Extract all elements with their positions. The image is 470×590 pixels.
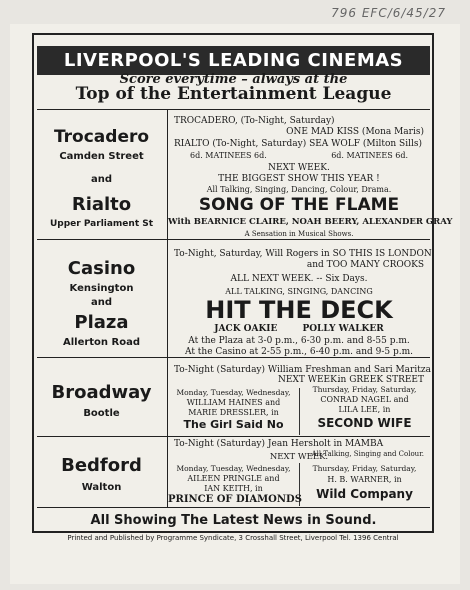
cinema-names (37, 358, 168, 436)
headline: Top of the Entertainment League (75, 84, 392, 104)
listing (168, 358, 430, 436)
listing-line: NEXT WEEK. (278, 375, 340, 385)
listing-line: Thursday, Friday, Saturday, (312, 385, 417, 394)
cinema-name: Plaza (74, 312, 129, 333)
cinema-names (37, 110, 168, 257)
film-title: The Girl Said No (183, 418, 284, 431)
listing-line: RIALTO (To-Night, Saturday) SEA WOLF (Milton Sills) (174, 139, 422, 149)
cinema-address: Allerton Road (62, 337, 141, 348)
listing-line: NEXT WEEK. (268, 163, 330, 173)
section-casino-plaza (37, 239, 430, 357)
cinema-address: Kensington (69, 283, 134, 294)
listing-line: ALL TALKING, SINGING, DANCING (225, 287, 373, 296)
cinema-names (37, 437, 168, 507)
film-title: SONG OF THE FLAME (198, 195, 400, 215)
film-title: HIT THE DECK (205, 296, 393, 324)
archive-reference: 796 EFC/6/45/27 (331, 6, 446, 20)
section-trocadero-rialto (37, 109, 453, 257)
film-title: Wild Company (316, 487, 413, 501)
listing-line: JACK OAKIE POLLY WALKER (214, 324, 384, 334)
footer-tagline: All Showing The Latest News in Sound. (90, 513, 377, 528)
cinema-names (37, 240, 168, 357)
listing-line: To-Night (Saturday) William Freshman and Sari Maritza (174, 365, 431, 375)
listing-line: To-Night, Saturday, Will Rogers in SO THIS IS LONDON (174, 249, 432, 259)
listing-line: ALL NEXT WEEK. -- Six Days. (230, 274, 368, 284)
listing-line: AILEEN PRINGLE and (187, 474, 280, 483)
listing-line: 6d. MATINEES 6d. (190, 151, 267, 160)
listing-line: At the Plaza at 3-0 p.m., 6-30 p.m. and 8-55 p.m. (188, 336, 410, 346)
listing-line: CONRAD NAGEL and (320, 395, 409, 404)
cinema-name: Bedford (61, 455, 142, 476)
listing-line: in GREEK STREET (337, 375, 424, 385)
listing-line: WILLIAM HAINES and (186, 398, 281, 407)
listing-line: At the Casino at 2-55 p.m., 6-40 p.m. and 9-5 p.m. (184, 347, 414, 357)
listing-line: TROCADERO, (To-Night, Saturday) (174, 116, 335, 126)
listing-line: and TOO MANY CROOKS (306, 260, 424, 270)
listing-line: ONE MAD KISS (Mona Maris) (286, 127, 424, 137)
listing-line: A Sensation in Musical Shows. (244, 230, 354, 238)
listing-line: With BEARNICE CLAIRE, NOAH BEERY, ALEXANDER GRAY (168, 217, 453, 227)
listing-line: LILA LEE, in (338, 405, 391, 414)
film-title: SECOND WIFE (317, 416, 412, 430)
cinema-address: Bootle (83, 408, 120, 419)
listing-line: All Talking, Singing and Colour. (311, 450, 424, 458)
listing-line: IAN KEITH, in (204, 484, 263, 493)
listing-line: All Talking, Singing, Dancing, Colour, Drama. (206, 185, 392, 194)
listing-line: H. B. WARNER, in (327, 475, 402, 484)
and-label: and (90, 174, 113, 185)
section-bedford (37, 436, 430, 508)
and-label: and (90, 297, 113, 308)
cinema-name: Rialto (71, 194, 132, 215)
cinema-name: Casino (67, 258, 136, 279)
listing (168, 240, 430, 357)
listing-line: To-Night (Saturday) Jean Hersholt in MAMBA (174, 439, 384, 449)
listing-line: Monday, Tuesday, Wednesday, (176, 464, 291, 473)
listing (168, 437, 430, 507)
banner-title: LIVERPOOL'S LEADING CINEMAS (37, 46, 430, 75)
film-title: PRINCE OF DIAMONDS (168, 494, 302, 505)
section-broadway (37, 357, 430, 436)
listing-line: NEXT WEEK. (269, 452, 329, 462)
cinema-address: Upper Parliament St (49, 219, 154, 229)
subtitle: Score everytime – always at the (119, 72, 348, 87)
listing (168, 110, 453, 257)
listing-line: Thursday, Friday, Saturday, (312, 464, 417, 473)
listing-line: Monday, Tuesday, Wednesday, (176, 388, 291, 397)
printer-credit: Printed and Published by Programme Syndicate, 3 Crosshall Street, Liverpool Tel. 1396 Central (67, 534, 399, 542)
listing-line: MARIE DRESSLER, in (188, 408, 279, 417)
listing-line: 6d. MATINEES 6d. (331, 151, 408, 160)
cinema-name: Trocadero (53, 127, 150, 147)
cinema-address: Walton (81, 482, 122, 493)
listing-line: THE BIGGEST SHOW THIS YEAR ! (218, 174, 380, 184)
cinema-name: Broadway (51, 382, 152, 403)
cinema-address: Camden Street (59, 151, 144, 162)
